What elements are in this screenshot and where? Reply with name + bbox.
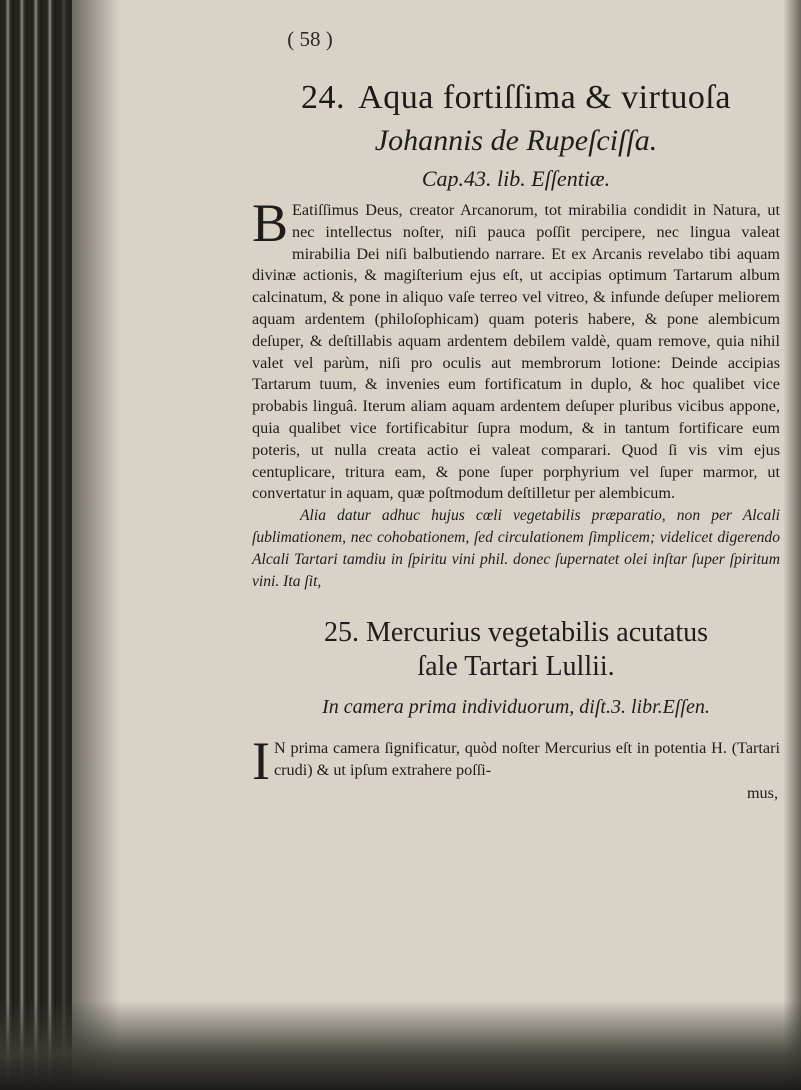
section-24-drop-cap: B <box>252 193 289 253</box>
section-25-body <box>252 731 780 792</box>
section-spacer <box>252 592 780 616</box>
bottom-shadow <box>0 1000 801 1090</box>
section-24-source: Cap.43. lib. Eſſentiæ. <box>421 166 611 191</box>
gutter-shadow <box>60 0 120 1090</box>
section-24-heading <box>252 78 780 118</box>
section-25-title-line1: Mercurius vegetabilis acutatus <box>365 617 709 649</box>
section-24-italic-note: Alia datur adhuc hujus cœli vegetabilis præparatio, non per Alcali ſublimationem, nec cohobationem, ſed circulationem ſimplicem; videlicet digerendo Alcali Tartari tamdiu in ſpiritu vini phil. donec ſupernatet olei inſtar ſuper ſpiritum vini. Ita ſit, <box>252 507 780 590</box>
section-24-author: Johannis de Rupeſciſſa. <box>374 124 658 157</box>
section-25-drop-cap: I <box>252 731 270 792</box>
section-25-body-text: N prima camera ſignificatur, quòd noſter Mercurius eſt in potentia H. (Tartari crudi) & ut ipſum extrahere poſſi- <box>273 739 780 780</box>
page-number: ( 58 ) <box>287 27 333 51</box>
catchword: mus, <box>746 783 778 802</box>
section-24-body <box>252 193 780 505</box>
section-25-number: 25. <box>323 617 359 649</box>
section-25-title-line2: ſale Tartari Lullii. <box>417 651 615 683</box>
section-25-source: In camera prima individuorum, diſt.3. libr.Eſſen. <box>322 696 710 719</box>
section-24-title: Aqua fortiſſima & virtuoſa <box>358 79 731 116</box>
section-24-number: 24. <box>301 79 346 116</box>
section-25-heading <box>252 616 780 650</box>
page-edge-shadow <box>783 0 801 1090</box>
section-24-body-text: Eatiſſimus Deus, creator Arcanorum, tot mirabilia condidit in Natura, ut nec intellectus noſter, niſi pauca poſſit percipere, nec lingua valeat mirabilia Dei niſi balbutiendo narrare. Et ex Arcanis revelabo tibi aquam divinæ actionis, & magiſterium ejus eſt, ut accipias optimum Tartarum album calcinatum, & pone in aliquo vaſe terreo vel vitreo, & infunde deſuper meliorem aquam ardentem (philoſophicam) quam poteris habere, & pone alembicum deſuper, & deſtillabis aquam ardentem debilem valdè, quam remove, quia nihil valet vel parùm, niſi pro oculis aut membrorum lotione: Deinde accipias Tartarum tuum, & invenies eum fortificatum in duplo, & hoc qualibet vice probabis linguâ. Iterum aliam aquam ardentem deſuper pluribus vicibus appone, quia qualibet vice fortificabitur ſupra modum, & in tantum fortificare eum poteris, ut nulla creata actio ei valeat comparari. Quod ſi vis vim ejus centuplicare, tritura eam, & pone ſuper porphyrium vel ſuper marmor, ut convertatur in aquam, quæ poſtmodum deſtilletur per alembicum. <box>252 201 780 503</box>
page-text-block <box>252 78 780 804</box>
